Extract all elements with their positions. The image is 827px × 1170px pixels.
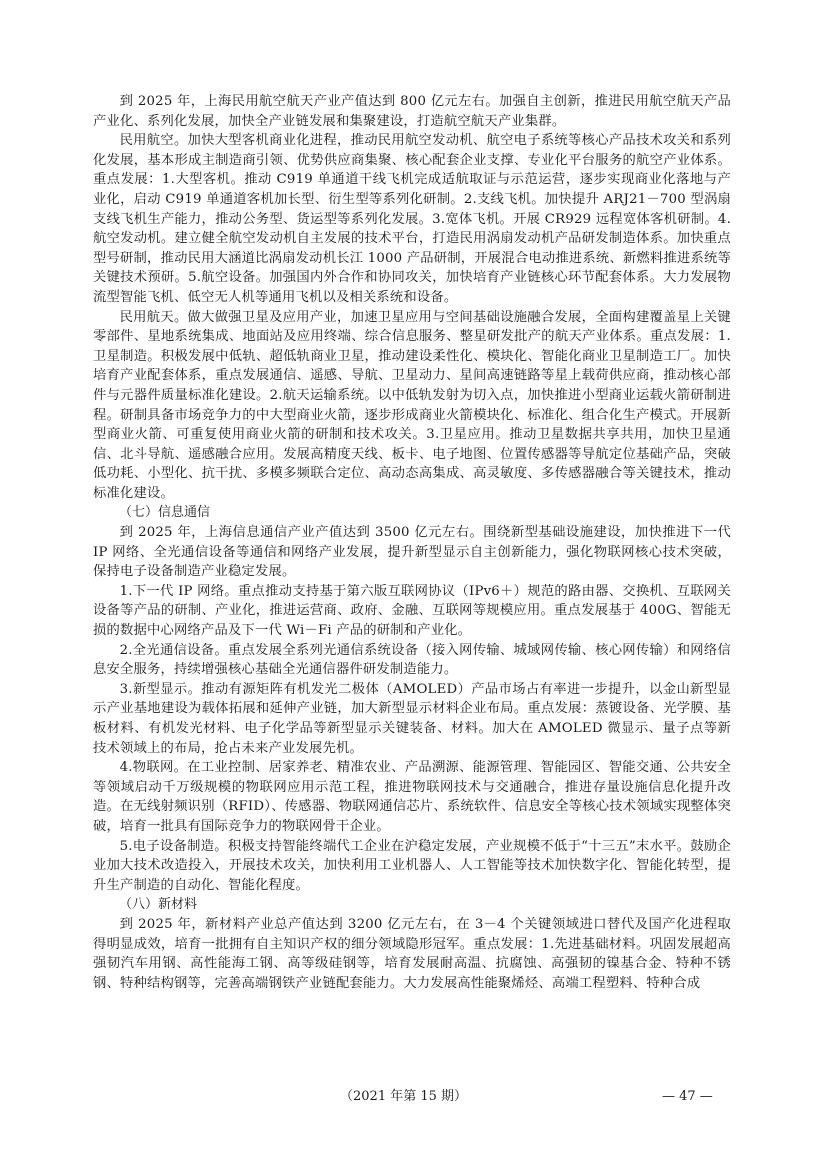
section-heading-new-materials: （八）新材料	[119, 897, 198, 913]
paragraph-civil-space: 民用航天。做大做强卫星及应用产业，加速卫星应用与空间基础设施融合发展，全面构建覆盖星上关键零部件、星地系统集成、地面站及应用终端、综合信息服务、整星研发批产的航天产业体系。重点发展：1.卫星制造。积极发展中低轨、超低轨商业卫星，推动建设柔性化、模块化、智能化商业卫星制造工厂。加快培育产业配套体系，重点发展通信、遥感、导航、卫星动力、星间高速链路等星上载荷供应商，推动核心部件与元器件质量标准化建设。2.航天运输系统。以中低轨发射为切入点，加快推进小型商业运载火箭研制进程。研制具备市场竞争力的中大型商业火箭，逐步形成商业火箭模块化、标准化、组合化生产模式。开展新型商业火箭、可重复使用商业火箭的研制和技术攻关。3.卫星应用。推动卫星数据共享共用，加快卫星通信、北斗导航、遥感融合应用。发展高精度天线、板卡、电子地图、位置传感器等导航定位基础产品，突破低功耗、小型化、抗干扰、多模多频联合定位、高动态高集成、高灵敏度、多传感器融合等关键技术，推动标准化建设。	[93, 309, 731, 501]
paragraph-optical-comm: 2.全光通信设备。重点发展全系列光通信系统设备（接入网传输、城域网传输、核心网传输）和网络信息安全服务，持续增强核心基础全光通信器件研发制造能力。	[93, 642, 731, 678]
paragraph-civil-aviation: 民用航空。加快大型客机商业化进程，推动民用航空发动机、航空电子系统等核心产品技术攻关和系列化发展，基本形成主制造商引领、优势供应商集聚、核心配套企业支撑、专业化平台服务的航空产业体系。重点发展：1.大型客机。推动 C919 单通道干线飞机完成适航取证与示范运营，逐步实现商业化落地与产业化，启动 C919 单通道客机加长型、衍生型等系列化研制。2.支线飞机。加快提升 ARJ21－700 型涡扇支线飞机生产能力，推动公务型、货运型等系列化发展。3.宽体飞机。开展 CR929 远程宽体客机研制。4.航空发动机。建立健全航空发动机自主发展的技术平台，打造民用涡扇发动机产品研发制造体系。加快重点型号研制，推动民用大涵道比涡扇发动机长江 1000 产品研制，开展混合电动推进系统、新燃料推进系统等关键技术预研。5.航空设备。加强国内外合作和协同攻关，加快培育产业链核心环节配套体系。大力发展物流型智能飞机、低空无人机等通用飞机以及相关系统和设备。	[93, 133, 731, 305]
footer-page-number: — 47 —	[662, 1089, 713, 1104]
paragraph-next-gen-ip: 1.下一代 IP 网络。重点推动支持基于第六版互联网协议（IPv6＋）规范的路由器、交换机、互联网关设备等产品的研制、产业化，推进运营商、政府、金融、互联网等规模应用。重点发展基于 400G、智能无损的数据中心网络产品及下一代 Wi－Fi 产品的研制和产业化。	[93, 583, 731, 639]
body-text	[93, 92, 731, 993]
section-heading-info-comm: （七）信息通信	[119, 505, 211, 521]
footer-issue: （2021 年第 15 期）	[340, 1089, 468, 1104]
paragraph-info-comm-intro: 到 2025 年，上海信息通信产业产值达到 3500 亿元左右。围绕新型基础设施建设，加快推进下一代 IP 网络、全光通信设备等通信和网络产业发展，提升新型显示自主创新能力，强化物联网核心技术突破，保持电子设备制造产业稳定发展。	[93, 525, 731, 580]
paragraph-electronics-mfg: 5.电子设备制造。积极支持智能终端代工企业在沪稳定发展，产业规模不低于“十三五”末水平。鼓励企业加大技术改造投入，开展技术攻关，加快利用工业机器人、人工智能等技术加快数字化、智能化转型，提升生产制造的自动化、智能化程度。	[93, 838, 731, 893]
paragraph-aerospace-intro: 到 2025 年，上海民用航空航天产业产值达到 800 亿元左右。加强自主创新，推进民用航空航天产品产业化、系列化发展，加快全产业链发展和集聚建设，打造航空航天产业集群。	[93, 94, 731, 129]
paragraph-iot: 4.物联网。在工业控制、居家养老、精准农业、产品溯源、能源管理、智能园区、智能交通、公共安全等领域启动千万级规模的物联网应用示范工程，推进物联网技术与交通融合，推进存量设施信息化提升改造。在无线射频识别（RFID）、传感器、物联网通信芯片、系统软件、信息安全等核心技术领域实现整体突破，培育一批具有国际竞争力的物联网骨干企业。	[93, 760, 731, 834]
paragraph-new-materials: 到 2025 年，新材料产业总产值达到 3200 亿元左右，在 3－4 个关键领域进口替代及国产化进程取得明显成效，培育一批拥有自主知识产权的细分领域隐形冠军。重点发展：1.先进基础材料。巩固发展超高强韧汽车用钢、高性能海工钢、高等级硅钢等，培育发展耐高温、抗腐蚀、高强韧的镍基合金、特种不锈钢、特种结构钢等，完善高端钢铁产业链配套能力。大力发展高性能聚烯烃、高端工程塑料、特种合成	[93, 916, 731, 991]
paragraph-new-display: 3.新型显示。推动有源矩阵有机发光二极体（AMOLED）产品市场占有率进一步提升，以金山新型显示产业基地建设为载体拓展和延伸产业链，加大新型显示材料企业布局。重点发展：蒸镀设备、光学膜、基板材料、有机发光材料、电子化学品等新型显示关键装备、材料。加大在 AMOLED 微显示、量子点等新技术领域上的布局，抢占未来产业发展先机。	[93, 681, 731, 756]
